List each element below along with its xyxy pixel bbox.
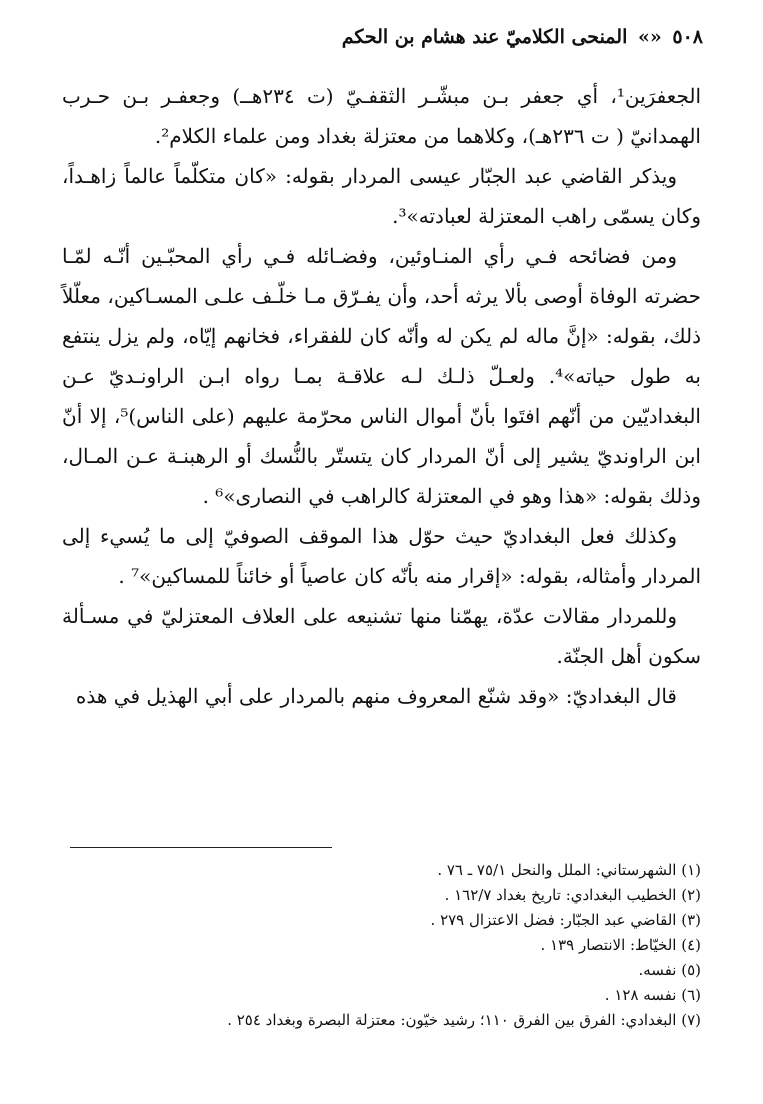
footnote-divider [70,847,332,848]
running-header [60,26,703,56]
footnote: (٢) الخطيب البغدادي: تاريخ بغداد ١٦٢/٧ . [444,886,701,904]
footnote: (٧) البغدادي: الفرق بين الفرق ١١٠؛ رشيد خيّون: معتزلة البصرة وبغداد ٢٥٤ . [227,1011,701,1029]
header-separator: «» [638,26,662,48]
footnote: (٤) الخيّاط: الانتصار ١٣٩ . [540,936,701,954]
paragraph: وللمردار مقالات عدّة، يهمّنا منها تشنيعه على العلاف المعتزليّ في مسـألة سكون أهل الجنّة. [62,604,701,668]
paragraph: ومن فضائحه فـي رأي المنـاوئين، وفضـائله فـي رأي المحبّـين أنّـه لمّـا حضرته الوفاة أوصى بألا يرثه أحد، وأن يفـرّق مـا خلّـف علـى المسـاكين، معلّلاً ذلك، بقوله: «إنَّ ماله لم يكن له وأنّه كان للفقراء، فخانهم إيّاه، ولم يزل ينتفع به طول حياته»⁴. ولعـلّ ذلـك لـه علاقـة بمـا رواه ابـن الراونـديّ عـن البغداديّين من أنّهم افتَوا بأنّ أموال الناس محرّمة عليهم (على الناس)⁵، إلا أنّ ابن الراونديّ يشير إلى أنّ المردار كان يتستّر بالنُّسك أو الرهبنـة عـن المـال، وذلك بقوله: «هذا وهو في المعتزلة كالراهب في النصارى»⁶ . [62,244,701,508]
footnote: (٥) نفسه. [638,961,701,979]
footnote: (٣) القاضي عبد الجبّار: فضل الاعتزال ٢٧٩ . [430,911,701,929]
main-text [62,76,701,716]
page-number: ٥٠٨ [672,26,703,48]
paragraph: ويذكر القاضي عبد الجبّار عيسى المردار بقوله: «كان متكلّماً عالماً زاهـداً، وكان يسمّى راهب المعتزلة لعبادته»³. [62,164,701,228]
footnote: (٦) نفسه ١٢٨ . [604,986,701,1004]
paragraph: وكذلك فعل البغداديّ حيث حوّل هذا الموقف الصوفيّ إلى ما يُسيء إلى المردار وأمثاله، بقوله: «إقرار منه بأنّه كان عاصياً أو خائناً للمساكين»⁷ . [62,524,701,588]
footnotes [62,858,701,1033]
footnote: (١) الشهرستاني: الملل والنحل ٧٥/١ ـ ٧٦ . [437,861,701,879]
paragraph: قال البغداديّ: «وقد شنّع المعروف منهم بالمردار على أبي الهذيل في هذه [75,684,677,708]
running-title: المنحى الكلاميّ عند هشام بن الحكم [341,26,628,48]
paragraph: الجعفرَين¹، أي جعفر بـن مبشّـر الثقفـيّ (ت ٢٣٤هــ) وجعفـر بـن حـرب الهمدانيّ ( ت ٢٣٦هـ)، وكلاهما من معتزلة بغداد ومن علماء الكلام². [62,84,702,148]
